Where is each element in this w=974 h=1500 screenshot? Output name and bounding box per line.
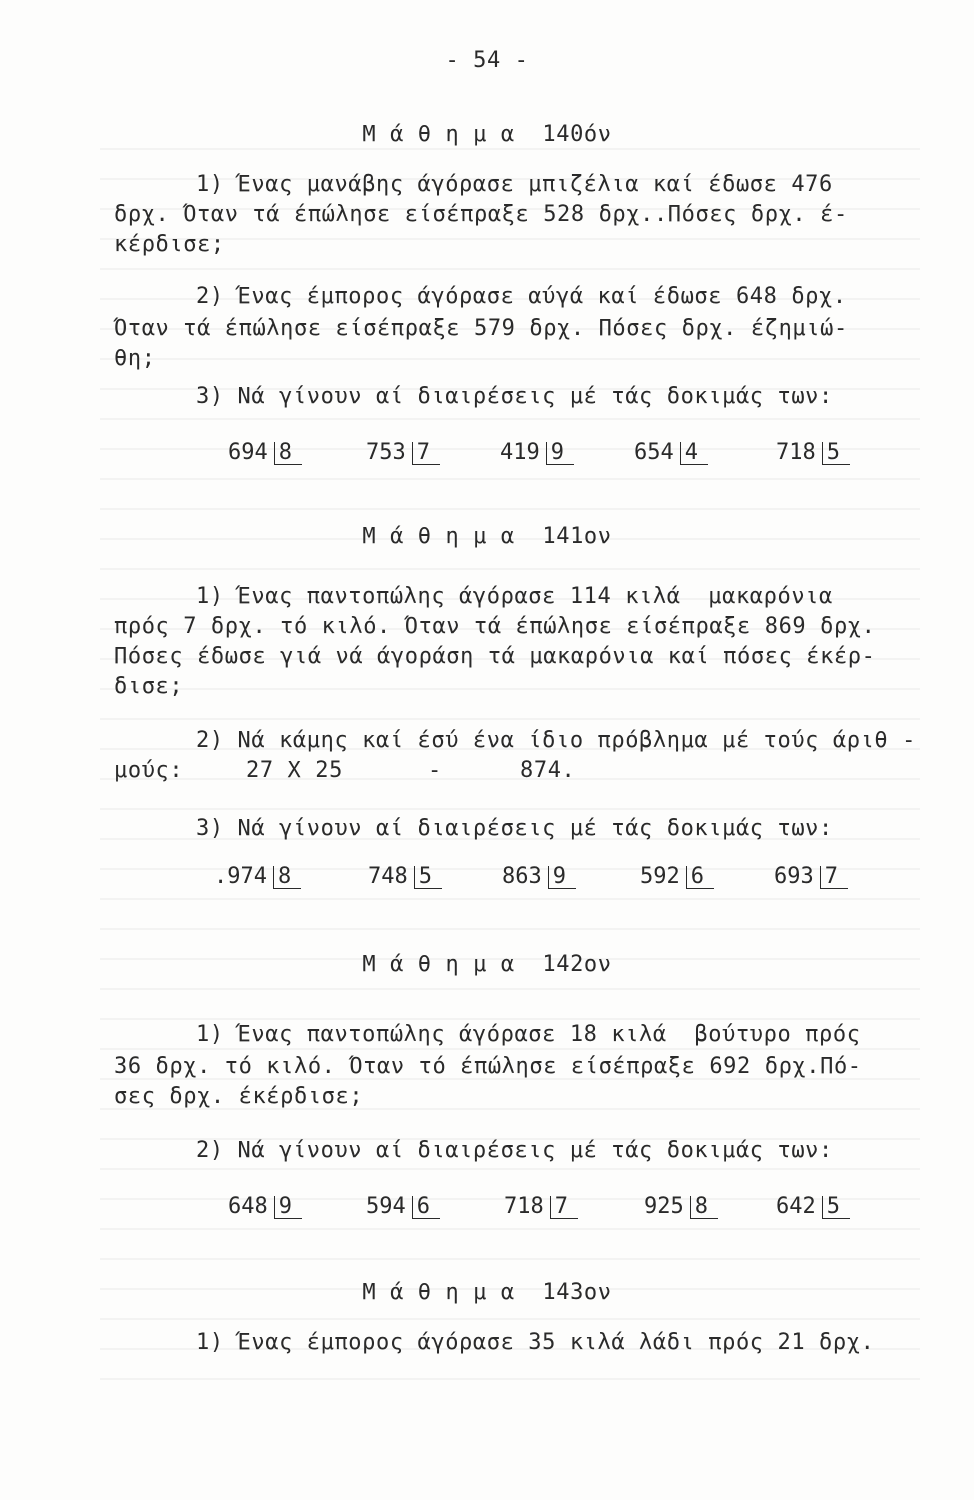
l142-p2: 2) Νά γίνουν αί διαιρέσεις μέ τάς δοκιμάς των: (196, 1138, 833, 1163)
l141-p2-expression: 27 Χ 25 (246, 758, 343, 783)
l140-p1-line2: δρχ. Όταν τά έπώλησε είσέπραξε 528 δρχ..Πόσες δρχ. έ- (114, 202, 848, 227)
l140-p2-line2: Όταν τά έπώλησε είσέπραξε 579 δρχ. Πόσες δρχ. έζημιώ- (114, 316, 848, 341)
division-problem: 863 9 (502, 864, 576, 890)
division-problem: 925 8 (644, 1194, 718, 1220)
l140-p1-line1: 1) Ένας μανάβης άγόρασε μπιζέλια καί έδωσε 476 (196, 172, 833, 197)
l143-p1: 1) Ένας έμπορος άγόρασε 35 κιλά λάδι πρός 21 δρχ. (196, 1330, 875, 1355)
division-problem: 718 7 (504, 1194, 578, 1220)
lesson-142-heading: Μ ά θ η μ α 142ον (362, 952, 612, 977)
l141-p1-line2: πρός 7 δρχ. τό κιλό. Όταν τά έπώλησε είσέπραξε 869 δρχ. (114, 614, 876, 639)
l141-p2-line1: 2) Νά κάμης καί έσύ ένα ίδιο πρόβλημα μέ τούς άριθ - (196, 728, 916, 753)
l140-p2-line3: θη; (114, 346, 156, 371)
division-problem: 693 7 (774, 864, 848, 890)
l141-p1-line3: Πόσες έδωσε γιά νά άγοράση τά μακαρόνια καί πόσες έκέρ- (114, 644, 876, 669)
l142-p1-line3: σες δρχ. έκέρδισε; (114, 1084, 364, 1109)
l140-p3: 3) Νά γίνουν αί διαιρέσεις μέ τάς δοκιμάς των: (196, 384, 833, 409)
page-number: - 54 - (445, 48, 529, 73)
lesson-141-heading: Μ ά θ η μ α 141ον (362, 524, 612, 549)
l141-p2-dash: - (428, 758, 442, 783)
l141-p1-line1: 1) Ένας παντοπώλης άγόρασε 114 κιλά μακαρόνια (196, 584, 833, 609)
division-problem: 694 8 (228, 440, 302, 466)
l140-p1-line3: κέρδισε; (114, 232, 225, 257)
division-problem: .974 8 (214, 864, 301, 890)
division-problem: 748 5 (368, 864, 442, 890)
lesson-143-heading: Μ ά θ η μ α 143ον (362, 1280, 612, 1305)
division-problem: 642 5 (776, 1194, 850, 1220)
division-problem: 419 9 (500, 440, 574, 466)
l140-division-row (0, 440, 974, 474)
division-problem: 592 6 (640, 864, 714, 890)
l142-p1-line1: 1) Ένας παντοπώλης άγόρασε 18 κιλά βούτυρο πρός (196, 1022, 861, 1047)
division-problem: 718 5 (776, 440, 850, 466)
division-problem: 648 9 (228, 1194, 302, 1220)
division-problem: 654 4 (634, 440, 708, 466)
l141-p2-label: μούς: (114, 758, 184, 783)
l141-p1-line4: δισε; (114, 674, 184, 699)
l141-p3: 3) Νά γίνουν αί διαιρέσεις μέ τάς δοκιμάς των: (196, 816, 833, 841)
division-problem: 594 6 (366, 1194, 440, 1220)
lesson-140-heading: Μ ά θ η μ α 140όν (362, 122, 612, 147)
l140-p2-line1: 2) Ένας έμπορος άγόρασε αύγά καί έδωσε 648 δρχ. (196, 284, 847, 309)
division-problem: 753 7 (366, 440, 440, 466)
l141-division-row (0, 864, 974, 898)
l142-division-row (0, 1194, 974, 1228)
l141-p2-number: 874. (520, 758, 576, 783)
l142-p1-line2: 36 δρχ. τό κιλό. Όταν τό έπώλησε είσέπραξε 692 δρχ.Πό- (114, 1054, 862, 1079)
